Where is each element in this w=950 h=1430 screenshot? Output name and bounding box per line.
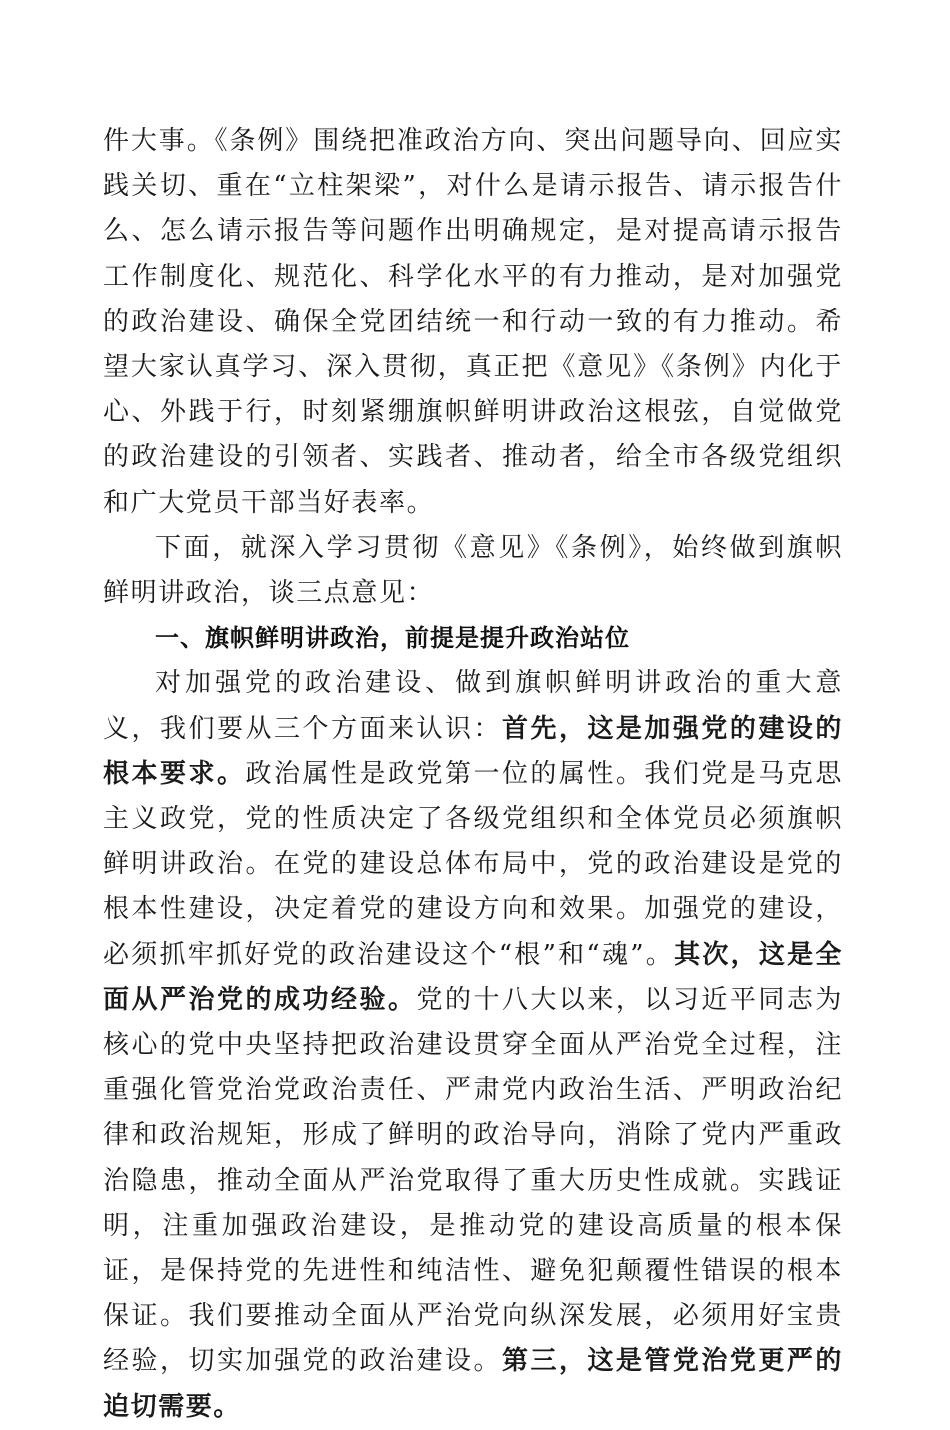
section-heading-1: 一、旗帜鲜明讲政治，前提是提升政治站位: [155, 624, 630, 653]
body-text: 政治属性是政党第一位的属性。我们党是马克思主义政党，党的性质决定了各级党组织和全体党员必须旗帜鲜明讲政治。在党的建设总体布局中，党的政治建设是党的根本性建设，决定着党的建设方向和效果。加强党的建设，必须抓牢抓好党的政治建设这个“根”和“魂”。: [103, 758, 843, 970]
emphasis-point-second: 其次，这是全面从严治党的成功经验。: [103, 939, 843, 1015]
paragraph-intro: 下面，就深入学习贯彻《意见》《条例》，始终做到旗帜鲜明讲政治，谈三点意见：: [103, 532, 843, 609]
body-text: 党的十八大以来，以习近平同志为核心的党中央坚持把政治建设贯穿全面从严治党全过程，注重强化管党治党政治责任、严肃党内政治生活、严明政治纪律和政治规矩，形成了鲜明的政治导向，消除了党内严重政治隐患，推动全面从严治党取得了重大历史性成就。实践证明，注重加强政治建设，是推动党的建设高质量的根本保证，是保持党的先进性和纯洁性、避免犯颠覆性错误的根本保证。我们要推动全面从严治党向纵深发展，必须用好宝贵经验，切实加强党的政治建设。: [103, 984, 843, 1377]
paragraph-section-1-body: [103, 661, 843, 1429]
emphasis-point-first: 首先，这是加强党的建设的根本要求。: [103, 713, 844, 789]
document-body: [103, 119, 843, 1430]
emphasis-point-third: 第三，这是管党治党更严的迫切需要。: [103, 1346, 844, 1422]
paragraph-continuation: 件大事。《条例》围绕把准政治方向、突出问题导向、回应实践关切、重在“立柱架梁”，对什么是请示报告、请示报告什么、怎么请示报告等问题作出明确规定，是对提高请示报告工作制度化、规范化、科学化水平的有力推动，是对加强党的政治建设、确保全党团结统一和行动一致的有力推动。希望大家认真学习、深入贯彻，真正把《意见》《条例》内化于心、外践于行，时刻紧绷旗帜鲜明讲政治这根弦，自觉做党的政治建设的引领者、实践者、推动者，给全市各级党组织和广大党员干部当好表率。: [103, 126, 843, 518]
body-text: 对加强党的政治建设、做到旗帜鲜明讲政治的重大意义，我们要从三个方面来认识：: [103, 668, 843, 744]
